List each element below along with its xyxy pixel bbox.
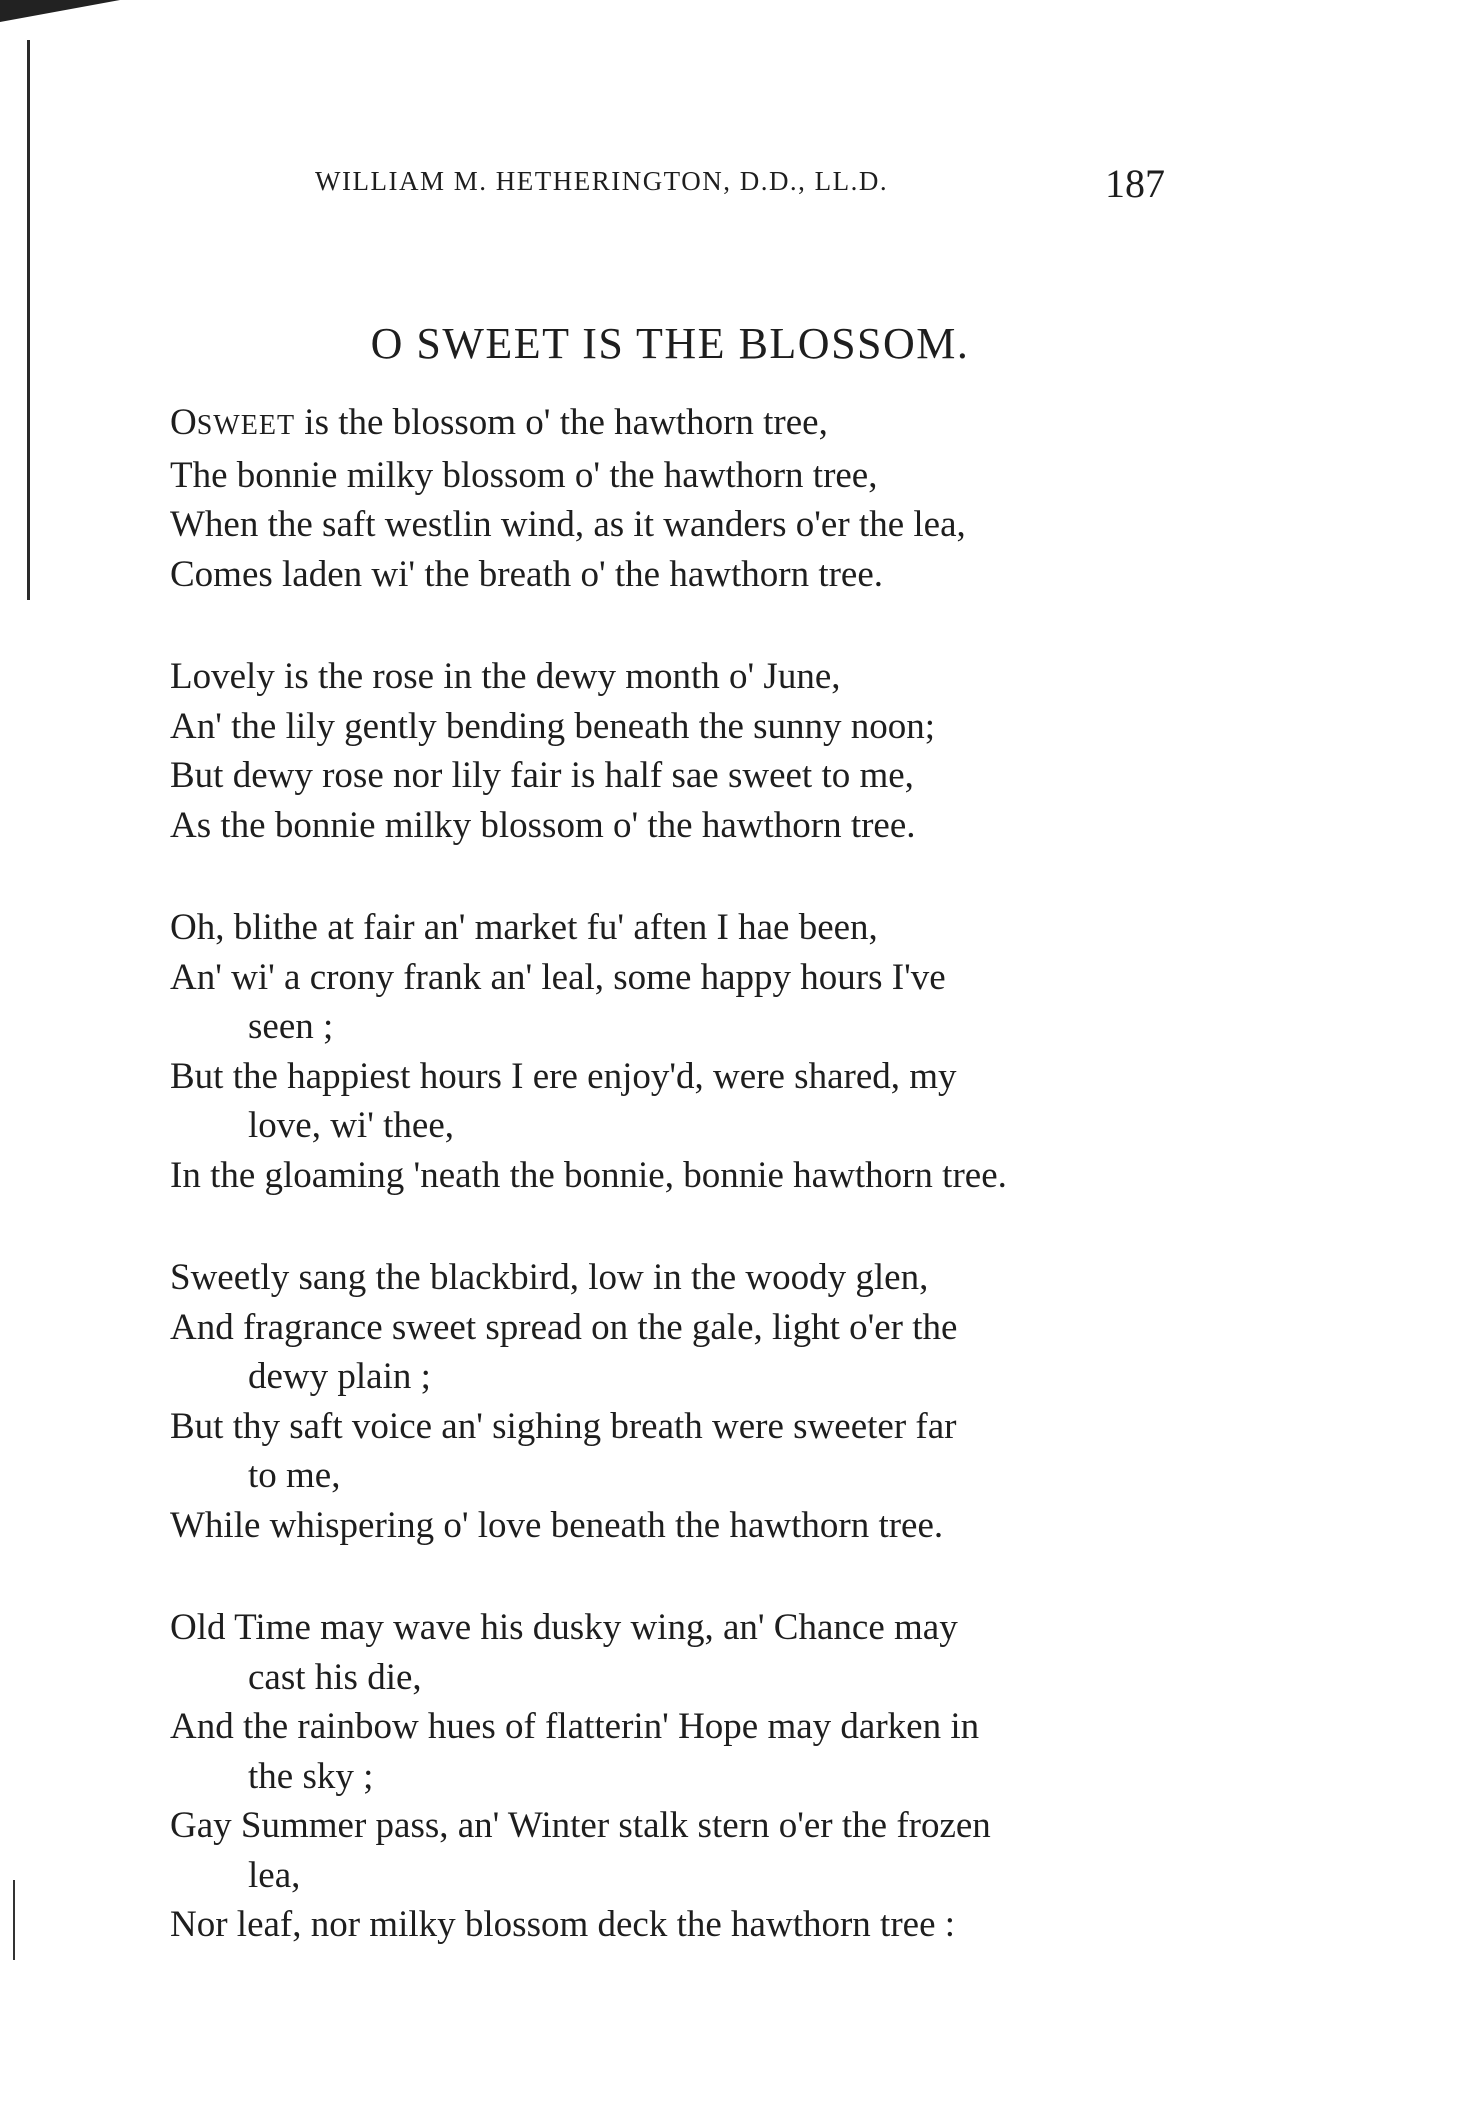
- poem-line-continuation: to me,: [248, 1455, 341, 1496]
- poem-line: An' wi' a crony frank an' leal, some happy hours I've: [170, 956, 946, 998]
- poem-line: But dewy rose nor lily fair is half sae sweet to me,: [170, 755, 914, 796]
- stanza-3: [0, 903, 1469, 1200]
- poem-line: While whispering o' love beneath the hawthorn tree.: [170, 1504, 944, 1546]
- stanza-5: [0, 1603, 1469, 1950]
- poem-line: The bonnie milky blossom o' the hawthorn tree,: [170, 454, 878, 496]
- poem-line: Comes laden wi' the breath o' the hawthorn tree.: [170, 553, 884, 595]
- running-head: WILLIAM M. HETHERINGTON, D.D., LL.D.: [315, 166, 889, 196]
- poem-line: In the gloaming 'neath the bonnie, bonnie hawthorn tree.: [170, 1154, 1007, 1196]
- page-header: [0, 160, 1469, 210]
- page-number: 187: [1105, 161, 1165, 206]
- stanza-4: [0, 1253, 1469, 1550]
- poem-line-continuation: love, wi' thee,: [248, 1105, 454, 1146]
- poem-line: Oh, blithe at fair an' market fu' aften I hae been,: [170, 907, 878, 948]
- poem-line: Gay Summer pass, an' Winter stalk stern o'er the frozen: [170, 1805, 991, 1846]
- stanza-2: [0, 652, 1469, 850]
- poem-line: An' the lily gently bending beneath the sunny noon;: [170, 705, 936, 747]
- poem-line-continuation: seen ;: [248, 1006, 334, 1047]
- scan-corner-mark: [0, 0, 120, 22]
- poem-line: But the happiest hours I ere enjoy'd, were shared, my: [170, 1055, 957, 1097]
- poem-line-continuation: the sky ;: [248, 1755, 374, 1797]
- poem-line-continuation: cast his die,: [248, 1656, 422, 1698]
- first-word-initial: O: [170, 402, 197, 443]
- poem-line: [0, 398, 1469, 451]
- poem-body: [0, 398, 1469, 2003]
- first-line-rest: is the blossom o' the hawthorn tree,: [295, 402, 828, 443]
- poem-line: Old Time may wave his dusky wing, an' Chance may: [170, 1607, 958, 1648]
- poem-line: When the saft westlin wind, as it wanders o'er the lea,: [170, 504, 966, 545]
- poem-line: And fragrance sweet spread on the gale, light o'er the: [170, 1306, 958, 1348]
- poem-line: But thy saft voice an' sighing breath were sweeter far: [170, 1405, 957, 1447]
- poem-line: And the rainbow hues of flatterin' Hope may darken in: [170, 1706, 980, 1747]
- poem-line: Nor leaf, nor milky blossom deck the hawthorn tree :: [170, 1904, 956, 1945]
- poem-line-continuation: dewy plain ;: [248, 1356, 431, 1397]
- poem-line: Lovely is the rose in the dewy month o' June,: [170, 656, 841, 697]
- poem-title: O SWEET IS THE BLOSSOM.: [370, 319, 970, 368]
- stanza-1: [0, 398, 1469, 599]
- poem-line: Sweetly sang the blackbird, low in the woody glen,: [170, 1257, 929, 1298]
- poem-line: As the bonnie milky blossom o' the hawthorn tree.: [170, 804, 916, 846]
- poem-line-continuation: lea,: [248, 1854, 301, 1896]
- first-word-small-caps: SWEET: [196, 410, 296, 441]
